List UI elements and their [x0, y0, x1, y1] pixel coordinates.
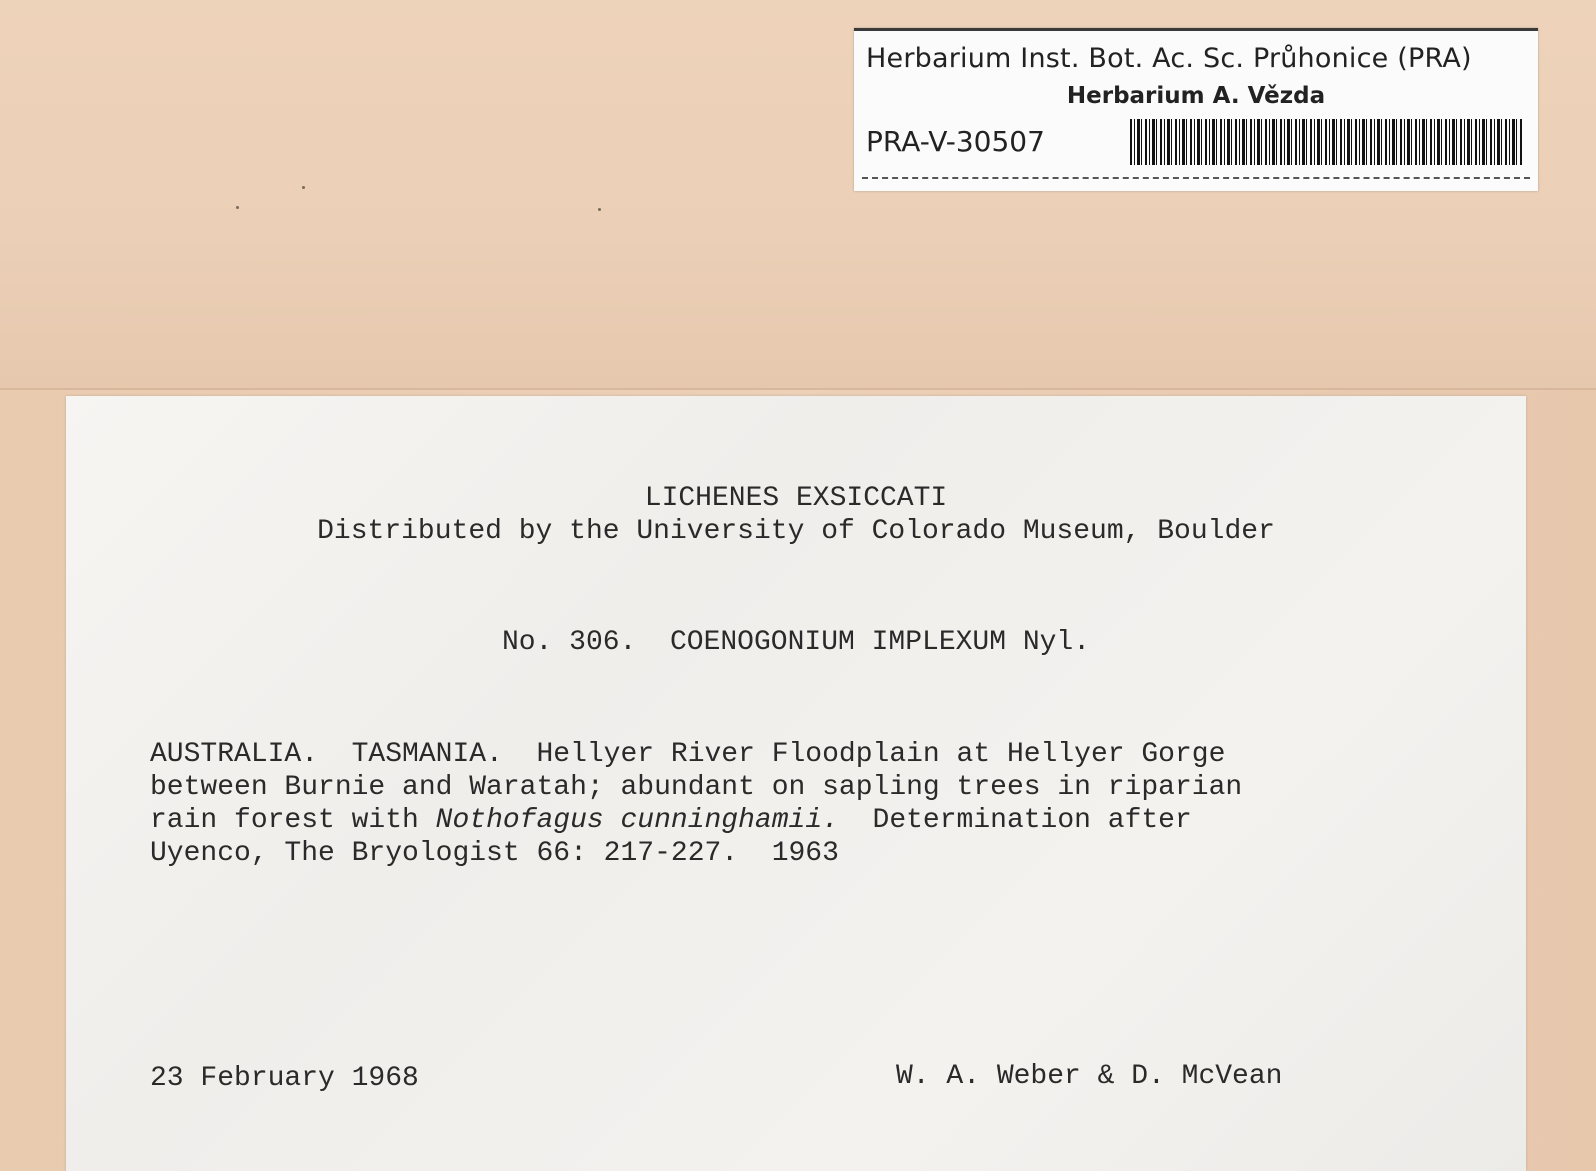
locality-line-4: Uyenco, The Bryologist 66: 217-227. 1963	[150, 838, 839, 869]
locality-line-1: AUSTRALIA. TASMANIA. Hellyer River Floodplain at Hellyer Gorge	[150, 739, 1226, 770]
exsiccata-number: No. 306.	[501, 627, 637, 658]
paper-speck	[236, 206, 239, 209]
herbarium-barcode-label	[854, 28, 1538, 191]
determination-note: Determination after	[838, 805, 1192, 836]
distributor-line: Distributed by the University of Colorado Museum, Boulder	[317, 516, 1275, 547]
herbarium-collection: Herbarium A. Vězda	[1066, 83, 1326, 109]
collection-date: 23 February 1968	[150, 1063, 419, 1094]
series-title: LICHENES EXSICCATI	[644, 483, 948, 514]
dashed-cut-line	[862, 177, 1530, 179]
taxon-name: COENOGONIUM IMPLEXUM Nyl.	[669, 627, 1091, 658]
herbarium-institution: Herbarium Inst. Bot. Ac. Sc. Průhonice (PRA)	[866, 43, 1472, 74]
locality-line-3: rain forest with	[150, 805, 436, 836]
specimen-id: PRA-V-30507	[866, 125, 1045, 158]
locality-text	[150, 738, 1242, 870]
host-species: Nothofagus cunninghamii.	[435, 805, 839, 836]
locality-line-2: between Burnie and Waratah; abundant on sapling trees in riparian	[150, 772, 1243, 803]
paper-speck	[302, 186, 305, 189]
collectors: W. A. Weber & D. McVean	[896, 1061, 1283, 1092]
barcode	[1130, 119, 1522, 165]
specimen-label	[66, 396, 1526, 1171]
taxon-line	[66, 626, 1526, 659]
paper-speck	[598, 208, 601, 211]
